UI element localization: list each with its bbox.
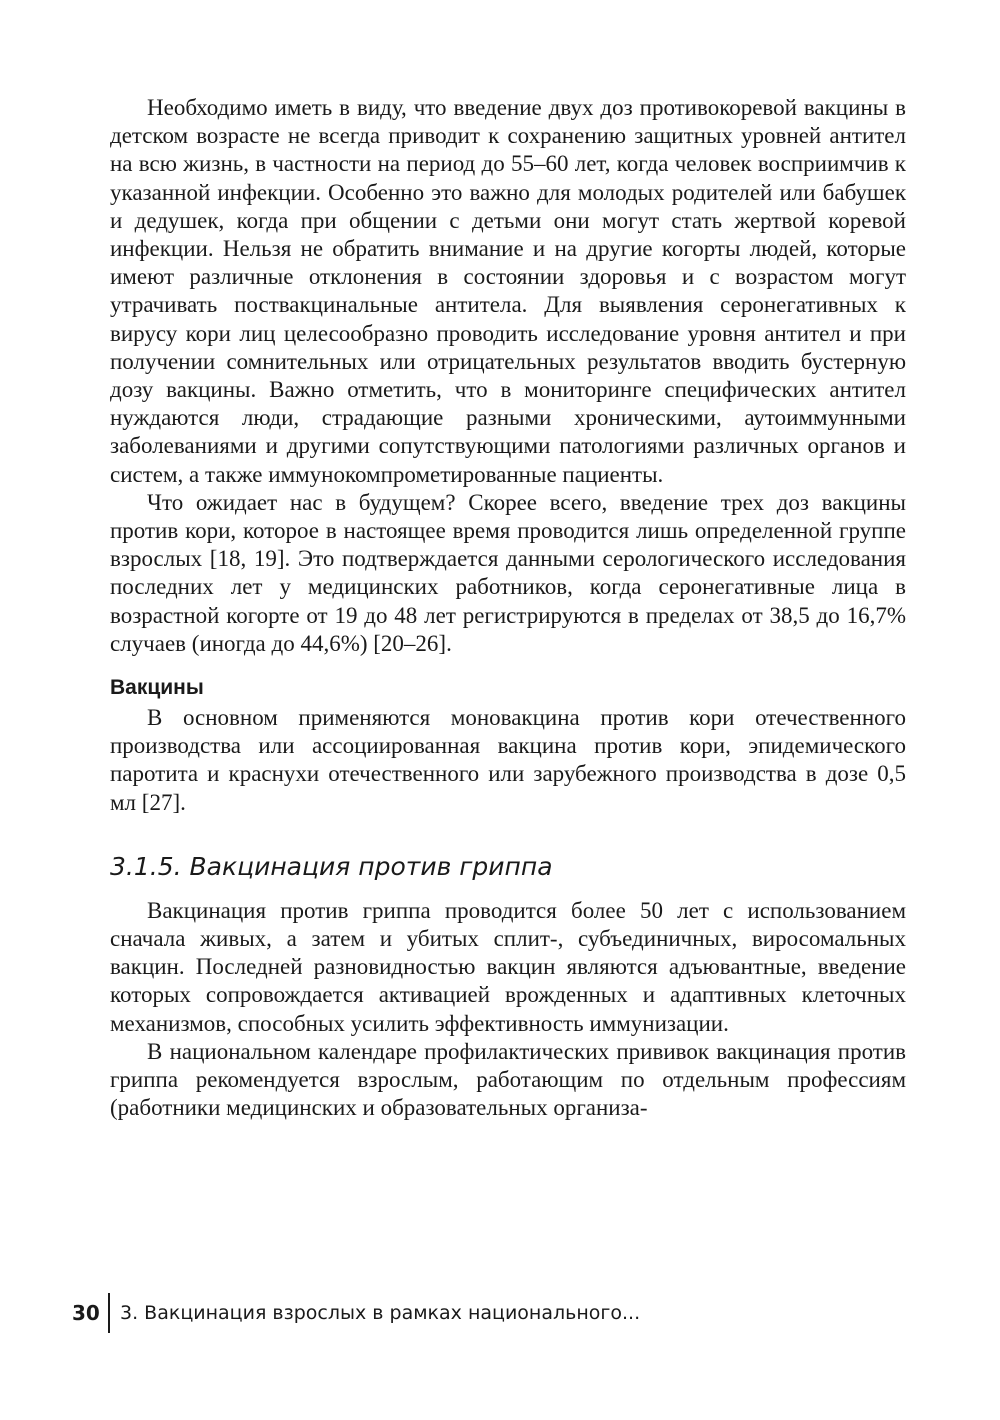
subheading-vaccines: Вакцины [110,676,204,700]
page-number: 30 [72,1301,100,1325]
paragraph-measles-antibodies: Необходимо иметь в виду, что введение двух доз противокоревой вакцины в детском возрасте не всегда приводит к сохранению защитных уровней антител на всю жизнь, в частности на период до 55–60 лет, когда человек восприимчив к указанной инфекции. Особенно это важно для молодых родителей или бабушек и дедушек, когда при общении с детьми они могут стать жертвой коревой инфекции. Нельзя не обратить внимание и на другие когорты людей, которые имеют различные отклонения в состоянии здоровья и с возрастом могут утрачивать поствакцинальные антитела. Для выявления серонегативных к вирусу кори лиц целесообразно проводить исследование уровня антител и при получении сомнительных или отрицательных результатов вводить бустерную дозу вакцины. Важно отметить, что в мониторинге специфических антител нуждаются люди, страдающие разными хроническими, аутоиммунными заболеваниями и другими сопутствующими патологиями различных органов и систем, а также иммунокомпрометированные пациенты. [110,95,906,487]
paragraph-vaccines: В основном применяются моновакцина против кори отечественного производства или ассоциированная вакцина против кори, эпидемического паротита и краснухи отечественного или зарубежного производства в дозе 0,5 мл [27]. [110,705,906,815]
running-head: 3. Вакцинация взрослых в рамках национального... [120,1302,641,1324]
paragraph-future-outlook: Что ожидает нас в будущем? Скорее всего, введение трех доз вакцины против кори, которое в настоящее время проводится лишь определенной группе взрослых [18, 19]. Это подтверждается данными серологического исследования последних лет у медицинских работников, когда серонегативные лица в возрастной когорте от 19 до 48 лет регистрируются в пределах от 38,5 до 16,7% случаев (иногда до 44,6%) [20–26]. [110,489,906,656]
section-title-influenza: 3.1.5. Вакцинация против гриппа [110,851,553,881]
page-content [110,94,906,1123]
page-footer [72,1293,640,1333]
paragraph-national-calendar: В национальном календаре профилактических прививок вакцинация против гриппа рекомендуется взрослым, работающим по отдельным профессиям (работники медицинских и образовательных организа- [110,1038,906,1121]
paragraph-influenza-history: Вакцинация против гриппа проводится более 50 лет с использованием сначала живых, а затем и убитых сплит-, субъединичных, виросомальных вакцин. Последней разновидностью вакцин являются адъювантные, введение которых сопровождается активацией врожденных и адаптивных клеточных механизмов, способных усилить эффективность иммунизации. [110,897,906,1036]
footer-divider [108,1293,110,1333]
